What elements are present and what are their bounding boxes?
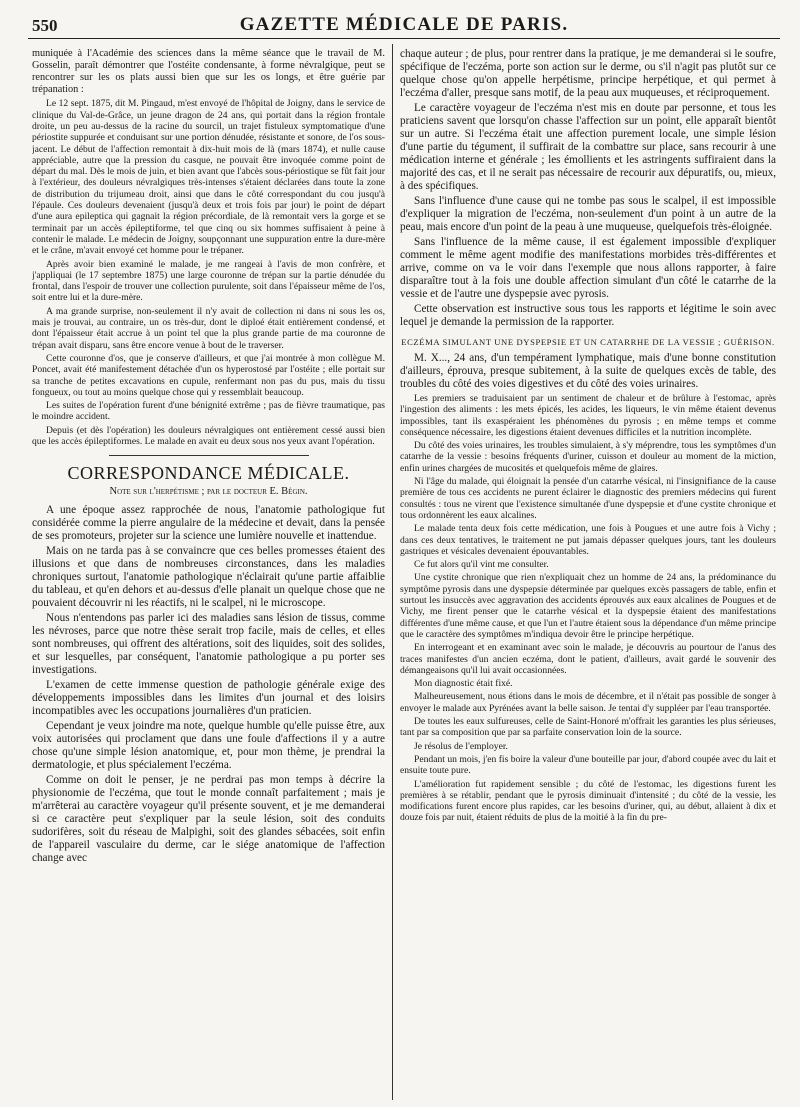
column-divider (392, 44, 393, 1100)
paragraph: Les premiers se traduisaient par un sentiment de chaleur et de brûlure à l'estomac, après l'ingestion des aliments : les mets épicés, les acides, les liqueurs, le vin même étaient devenus impossibles, tant ils exaspéraient les phénomènes du pyrosis ; en même temps et comme conséquence nécessaire, les digestions étaient devenues difficiles et la nutrition incomplète. (400, 393, 776, 438)
page-number: 550 (32, 16, 58, 35)
article-byline: Note sur l'herpétisme ; par le docteur E. Bégin. (109, 486, 308, 498)
paragraph: M. X..., 24 ans, d'un tempérament lymphatique, mais d'une bonne constitution d'ailleurs, éprouva, presque subitement, à la suite de quelques excès de table, des troubles du côté des voies digestives et du côté des voies urinaires. (400, 352, 776, 390)
paragraph: Cependant je veux joindre ma note, quelque humble qu'elle puisse être, aux voix autorisées qui proclament que dans une foule d'affections il y a autre chose qu'une simple lésion anatomique, et, pour mon thème, je prendrai la dermatologie, et plus spécialement l'eczéma. (32, 720, 385, 772)
paragraph: Une cystite chronique que rien n'expliquait chez un homme de 24 ans, la prédominance du symptôme pyrosis dans une dyspepsie déterminée par quelques excès passagers de table, enfin et surtout les insuccès avec aggravation des accidents éprouvés aux eaux alcalines de Pougues et de Vichy, me firent penser que le catarrhe vésical et la dyspepsie étaient des manifestations différentes d'une même cause, et que l'un et l'autre étaient sous la dépendance d'un même principe que le caractère des symptômes m'indiqua devoir être le principe herpétique. (400, 572, 776, 640)
observation-body (400, 352, 776, 824)
paragraph: Mais on ne tarda pas à se convaincre que ces belles promesses étaient des illusions et que dans de nombreuses circonstances, dans les maladies chroniques surtout, l'anatomie pathologique n'éclairait qu'une partie affaiblie du tableau, et qu'en dehors et au-dessus d'elle planait un quelque chose que ne pouvaient découvrir ni les réactifs, ni le scalpel, ni le microscope. (32, 545, 385, 610)
paragraph: Ni l'âge du malade, qui éloignait la pensée d'un catarrhe vésical, ni l'insignifiance de la cause première de tous ces accidents ne purent éclairer le diagnostic des premiers médecins qui furent consultés : tous ne virent que l'existence simultanée d'une dyspepsie et d'une cystite chronique et tous ordonnèrent les eaux alcalines. (400, 476, 776, 521)
paragraph: Après avoir bien examiné le malade, je me rangeai à l'avis de mon confrère, et j'appliquai (le 17 septembre 1875) une large couronne de trépan sur la partie dénudée du frontal, dans l'espoir de trouver une collection purulente, soit dans l'épaisseur même de l'os, soit entre lui et la dure-mère. (32, 258, 385, 304)
left-column (32, 48, 385, 1098)
paragraph: chaque auteur ; de plus, pour rentrer dans la pratique, je me demanderai si le soufre, spécifique de l'eczéma, porte son action sur le derme, ou s'il n'agit pas plutôt sur ce quelque chose qu'on appelle herpétisme, principe herpétique, et qui permet à l'eczéma d'aller, presque sans motif, de la peau aux muqueuses, et réciproquement. (400, 48, 776, 99)
paragraph: Mon diagnostic était fixé. (414, 678, 513, 690)
paragraph: Comme on doit le penser, je ne perdrai pas mon temps à décrire la physionomie de l'eczéma, que tout le monde connaît parfaitement ; mais je m'arrêterai au caractère voyageur qu'il présente souvent, et je me demanderai si ce caractère peut s'expliquer par la seule lésion, soit des conduits sudorifères, soit du réseau de Malpighi, soit des glandes sébacées, soit enfin de l'appareil vasculaire du derme, car le siége anatomique de l'affection change avec (32, 774, 385, 865)
paragraph: Sans l'influence d'une cause qui ne tombe pas sous le scalpel, il est impossible d'expliquer la migration de l'eczéma, non-seulement d'un point à un autre de la peau, mais encore d'un point de la peau à une muqueuse, quelquefois très-éloignée. (400, 195, 776, 233)
article-continuation (32, 48, 385, 447)
paragraph: Sans l'influence de la même cause, il est également impossible d'expliquer comment le même agent modifie des manifestations morbides très-différentes et arrive, comme on va le voir dans l'exemple que nous allons rapporter, à faire disparaître tout à la fois une double affection simulant d'un côté le catarrhe de la vessie et de l'autre une dyspepsie avec pyrosis. (400, 236, 776, 300)
paragraph: Je résolus de l'employer. (414, 740, 508, 752)
paragraph: Pendant un mois, j'en fis boire la valeur d'une bouteille par jour, d'abord coupée avec du lait et ensuite toute pure. (400, 753, 776, 777)
paragraph: Ce fut alors qu'il vint me consulter. (414, 559, 549, 571)
paragraph: Cette couronne d'os, que je conserve d'ailleurs, et que j'ai montrée à mon collègue M. Poncet, avait été manifestement détachée d'un os hyperostosé par l'ostéite ; elle portait sur sa tranche de petites excavations en cupule, renfermant non pas du pus, mais du tissu fongueux, ou tout au moins quelque chose qui y ressemblait beaucoup. (32, 352, 385, 398)
observation-heading: ECZÉMA SIMULANT UNE DYSPEPSIE ET UN CATARRHE DE LA VESSIE ; GUÉRISON. (401, 337, 775, 347)
paragraph: Cette observation est instructive sous tous les rapports et légitime le soin avec lequel je demande la permission de la rapporter. (400, 303, 776, 328)
paragraph: Du côté des voies urinaires, les troubles simulaient, à s'y méprendre, tous les symptômes d'un catarrhe de la vessie : besoins fréquents d'uriner, cuisson et douleur au moment de la miction, enfin urines chargées de mucosités et quelquefois même de glaires. (400, 440, 776, 474)
paragraph: De toutes les eaux sulfureuses, celle de Saint-Honoré m'offrait les garanties les plus sérieuses, tant par sa composition que par sa parfaite conservation loin de la source. (400, 716, 776, 739)
paragraph: Malheureusement, nous étions dans le mois de décembre, et il n'était pas possible de songer à envoyer le malade aux Pyrénées avant la belle saison. Je tentai d'y suppléer par l'eau transportée. (400, 691, 776, 714)
page-header (28, 10, 780, 39)
paragraph: Le 12 sept. 1875, dit M. Pingaud, m'est envoyé de l'hôpital de Joigny, dans le service de clinique du Val-de-Grâce, un jeune dragon de 24 ans, qui portait dans la région frontale droite, un peu au-dessus de la racine du sourcil, un trajet fistuleux symptomatique d'une périostite suppurée et conduisant sur une portion dénudée, résistante et sonore, de l'os sous-jacent. Le début de l'affection remontait à dix-huit mois de là (mars 1874), et nulle cause appréciable, autre que la pression du casque, ne pouvait être invoquée comme point de départ du mal. Dès le mois de juin, et bien avant que l'abcès sous-périostique se fût fait jour à l'extérieur, des douleurs névralgiques très-intenses s'étaient déclarées dans toute la zone de distribution du trijumeau droit, ainsi que dans le côté correspondant du cou jusqu'à l'épaule. Ces douleurs devenaient (jusqu'à deux et trois fois par jour) le point de départ d'une aura epileptica qui gagnait la région précordiale, de là remontait vers la gorge et se terminait par un accès épileptiforme, tel que cinq ou six hommes suffisaient à peine à contenir le malade. Le médecin de Joigny, soupçonnant une suppuration entre la dure-mère et le crâne, m'avait envoyé cet homme pour le trépaner. (32, 98, 385, 257)
right-column (400, 48, 776, 1098)
section-title: CORRESPONDANCE MÉDICALE. (67, 463, 350, 484)
paragraph: Les suites de l'opération furent d'une bénignité extrême ; pas de fièvre traumatique, pas le moindre accident. (32, 400, 385, 423)
paragraph: Le caractère voyageur de l'eczéma n'est mis en doute par personne, et tous les praticiens savent que lorsqu'on chasse l'affection sur un point, elle apparaît bientôt sur un autre. Si l'eczéma était une affection purement locale, une simple lésion d'une partie du tégument, il suffirait de la combattre sur place, sans recourir à une médication interne et générale ; les émollients et les astringents suffiraient dans la majorité des cas, et il ne serait pas nécessaire de recourir aux dépuratifs, ou, mieux, à des spécifiques. (400, 102, 776, 192)
paragraph: A ma grande surprise, non-seulement il n'y avait de collection ni dans ni sous les os, mais je trouvai, au contraire, un os très-dur, dont le diploé était entièrement condensé, et dont l'épaisseur était accrue à un point tel que la plus grande partie de ma couronne de trépan avait disparu, sans être encore venue à bout de le traverser. (32, 305, 385, 351)
paragraph: Le malade tenta deux fois cette médication, une fois à Pougues et une autre fois à Vichy ; dans ces deux tentatives, le traitement ne put jamais dépasser quelques jours, tant les douleurs gastriques et vésicales devenaient épouvantables. (400, 523, 776, 557)
paragraph: L'amélioration fut rapidement sensible ; du côté de l'estomac, les digestions furent les premières à se rétablir, pendant que le pyrosis diminuait d'intensité ; du côté de la vessie, les modifications furent encore plus rapides, car les besoins d'uriner, qui, au début, allaient à dix et douze fois par nuit, étaient réduits de plus de la moitié à la fin du pre- (400, 778, 776, 824)
paragraph: A une époque assez rapprochée de nous, l'anatomie pathologique fut considérée comme la pierre angulaire de la médecine et devait, dans la pensée de ses promoteurs, projeter sur la science une lumière nouvelle et inattendue. (32, 504, 385, 543)
paragraph: Depuis (et dès l'opération) les douleurs névralgiques ont entièrement cessé aussi bien que les accès épileptiformes. Le malade en avait eu deux sous nos yeux avant l'opération. (32, 424, 385, 447)
paragraph: En interrogeant et en examinant avec soin le malade, je découvris au pourtour de l'anus des traces manifestes d'un ancien eczéma, dont le patient, d'ailleurs, avait gardé le souvenir des démangeaisons qu'il lui avait occasionnées. (400, 642, 776, 676)
section-separator (109, 455, 309, 456)
paragraph: L'examen de cette immense question de pathologie générale exige des développements impossibles dans les limites d'un journal et des loisirs incompatibles avec les occupations journalières d'un praticien. (32, 679, 385, 718)
article-body (32, 504, 385, 865)
paragraph: Nous n'entendons pas parler ici des maladies sans lésion de tissus, comme les névroses, parce que notre thèse serait trop facile, mais de celles, et elles sont nombreuses, qui offrent des altérations, soit des liquides, soit des solides, et sur lesquelles, par conséquent, l'anatomie pathologique a pu porter ses investigations. (32, 612, 385, 677)
article-body-continued (400, 48, 776, 329)
journal-title: GAZETTE MÉDICALE DE PARIS. (239, 14, 569, 35)
paragraph: muniquée à l'Académie des sciences dans la même séance que le travail de M. Gosselin, paraît démontrer que l'ostéite condensante, à forme névralgique, peut se rencontrer sur les os plats aussi bien que sur les os longs, et être guérie par trépanation : (32, 48, 385, 96)
